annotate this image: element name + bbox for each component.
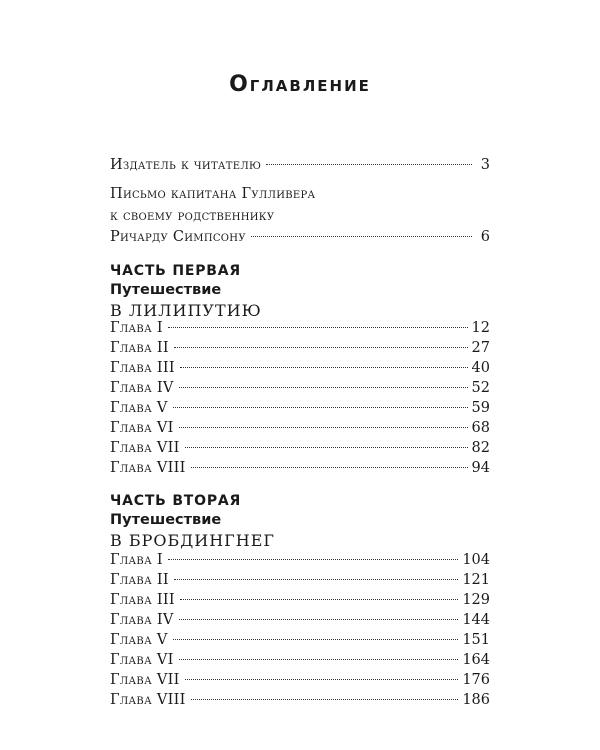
toc-entry-part2-ch4[interactable] [110, 612, 490, 632]
entry-page: 176 [462, 672, 490, 688]
toc-entry-part1-ch4[interactable] [110, 380, 490, 400]
dot-leader [180, 599, 458, 600]
dot-leader [168, 559, 458, 560]
toc-entry-part1-ch8[interactable] [110, 460, 490, 480]
entry-page: 68 [471, 420, 490, 436]
entry-label: Глава V [110, 400, 168, 416]
toc-entry-part1-ch2[interactable] [110, 340, 490, 360]
toc-entry-gulliver-letter[interactable] [110, 229, 490, 249]
toc-entry-part2-ch8[interactable] [110, 692, 490, 712]
dot-leader [179, 659, 459, 660]
entry-label-line-2: к своему родственнику [110, 208, 275, 224]
part-2-subtitle: Путешествие [110, 512, 222, 528]
dot-leader [179, 427, 468, 428]
entry-page: 52 [471, 380, 490, 396]
entry-label-line-1: Письмо капитана Гулливера [110, 186, 316, 202]
toc-entry-part1-ch1[interactable] [110, 320, 490, 340]
entry-label: Глава III [110, 360, 175, 376]
toc-entry-part2-ch3[interactable] [110, 592, 490, 612]
dot-leader [174, 579, 458, 580]
entry-label: Глава VI [110, 652, 174, 668]
entry-page: 144 [462, 612, 490, 628]
entry-label: Издатель к читателю [110, 157, 262, 173]
entry-page: 94 [471, 460, 490, 476]
entry-page: 59 [471, 400, 490, 416]
toc-entry-part2-ch5[interactable] [110, 632, 490, 652]
dot-leader [180, 367, 468, 368]
entry-page: 164 [462, 652, 490, 668]
entry-page: 104 [462, 552, 490, 568]
part-1-place: В ЛИЛИПУТИЮ [110, 301, 262, 320]
dot-leader [251, 236, 472, 237]
dot-leader [185, 447, 468, 448]
entry-label: Глава VII [110, 440, 180, 456]
page-title: Оглавление [229, 72, 371, 97]
entry-page: 121 [462, 572, 490, 588]
entry-page: 186 [462, 692, 490, 708]
dot-leader [174, 347, 468, 348]
entry-label: Глава VIII [110, 692, 186, 708]
dot-leader [173, 639, 459, 640]
part-1-heading: ЧАСТЬ ПЕРВАЯ [110, 263, 241, 279]
toc-entry-part2-ch6[interactable] [110, 652, 490, 672]
entry-page: 6 [480, 229, 490, 245]
dot-leader [266, 164, 472, 165]
entry-label: Глава II [110, 572, 169, 588]
dot-leader [179, 387, 468, 388]
dot-leader [191, 699, 459, 700]
part-1-subtitle: Путешествие [110, 282, 222, 298]
toc-entry-part2-ch2[interactable] [110, 572, 490, 592]
entry-label: Глава I [110, 552, 163, 568]
entry-page: 82 [471, 440, 490, 456]
toc-entry-part1-ch6[interactable] [110, 420, 490, 440]
toc-entry-part2-ch1[interactable] [110, 552, 490, 572]
entry-label: Глава VII [110, 672, 180, 688]
entry-label: Глава VI [110, 420, 174, 436]
toc-entry-part2-ch7[interactable] [110, 672, 490, 692]
entry-page: 151 [462, 632, 490, 648]
dot-leader [168, 327, 468, 328]
toc-entry-part1-ch3[interactable] [110, 360, 490, 380]
dot-leader [191, 467, 468, 468]
dot-leader [185, 679, 459, 680]
toc-entry-part1-ch5[interactable] [110, 400, 490, 420]
dot-leader [173, 407, 468, 408]
entry-page: 3 [480, 157, 490, 173]
toc-entry-part1-ch7[interactable] [110, 440, 490, 460]
entry-label: Глава IV [110, 612, 174, 628]
entry-page: 27 [471, 340, 490, 356]
entry-page: 129 [462, 592, 490, 608]
entry-label: Глава IV [110, 380, 174, 396]
entry-page: 12 [471, 320, 490, 336]
part-2-heading: ЧАСТЬ ВТОРАЯ [110, 493, 242, 509]
entry-label: Глава III [110, 592, 175, 608]
part-2-place: В БРОБДИНГНЕГ [110, 531, 275, 550]
entry-label: Глава V [110, 632, 168, 648]
entry-label: Глава VIII [110, 460, 186, 476]
entry-page: 40 [471, 360, 490, 376]
entry-label: Глава II [110, 340, 169, 356]
dot-leader [179, 619, 459, 620]
toc-entry-publisher[interactable] [110, 157, 490, 177]
entry-label: Ричарду Симпсону [110, 229, 246, 245]
entry-label: Глава I [110, 320, 163, 336]
